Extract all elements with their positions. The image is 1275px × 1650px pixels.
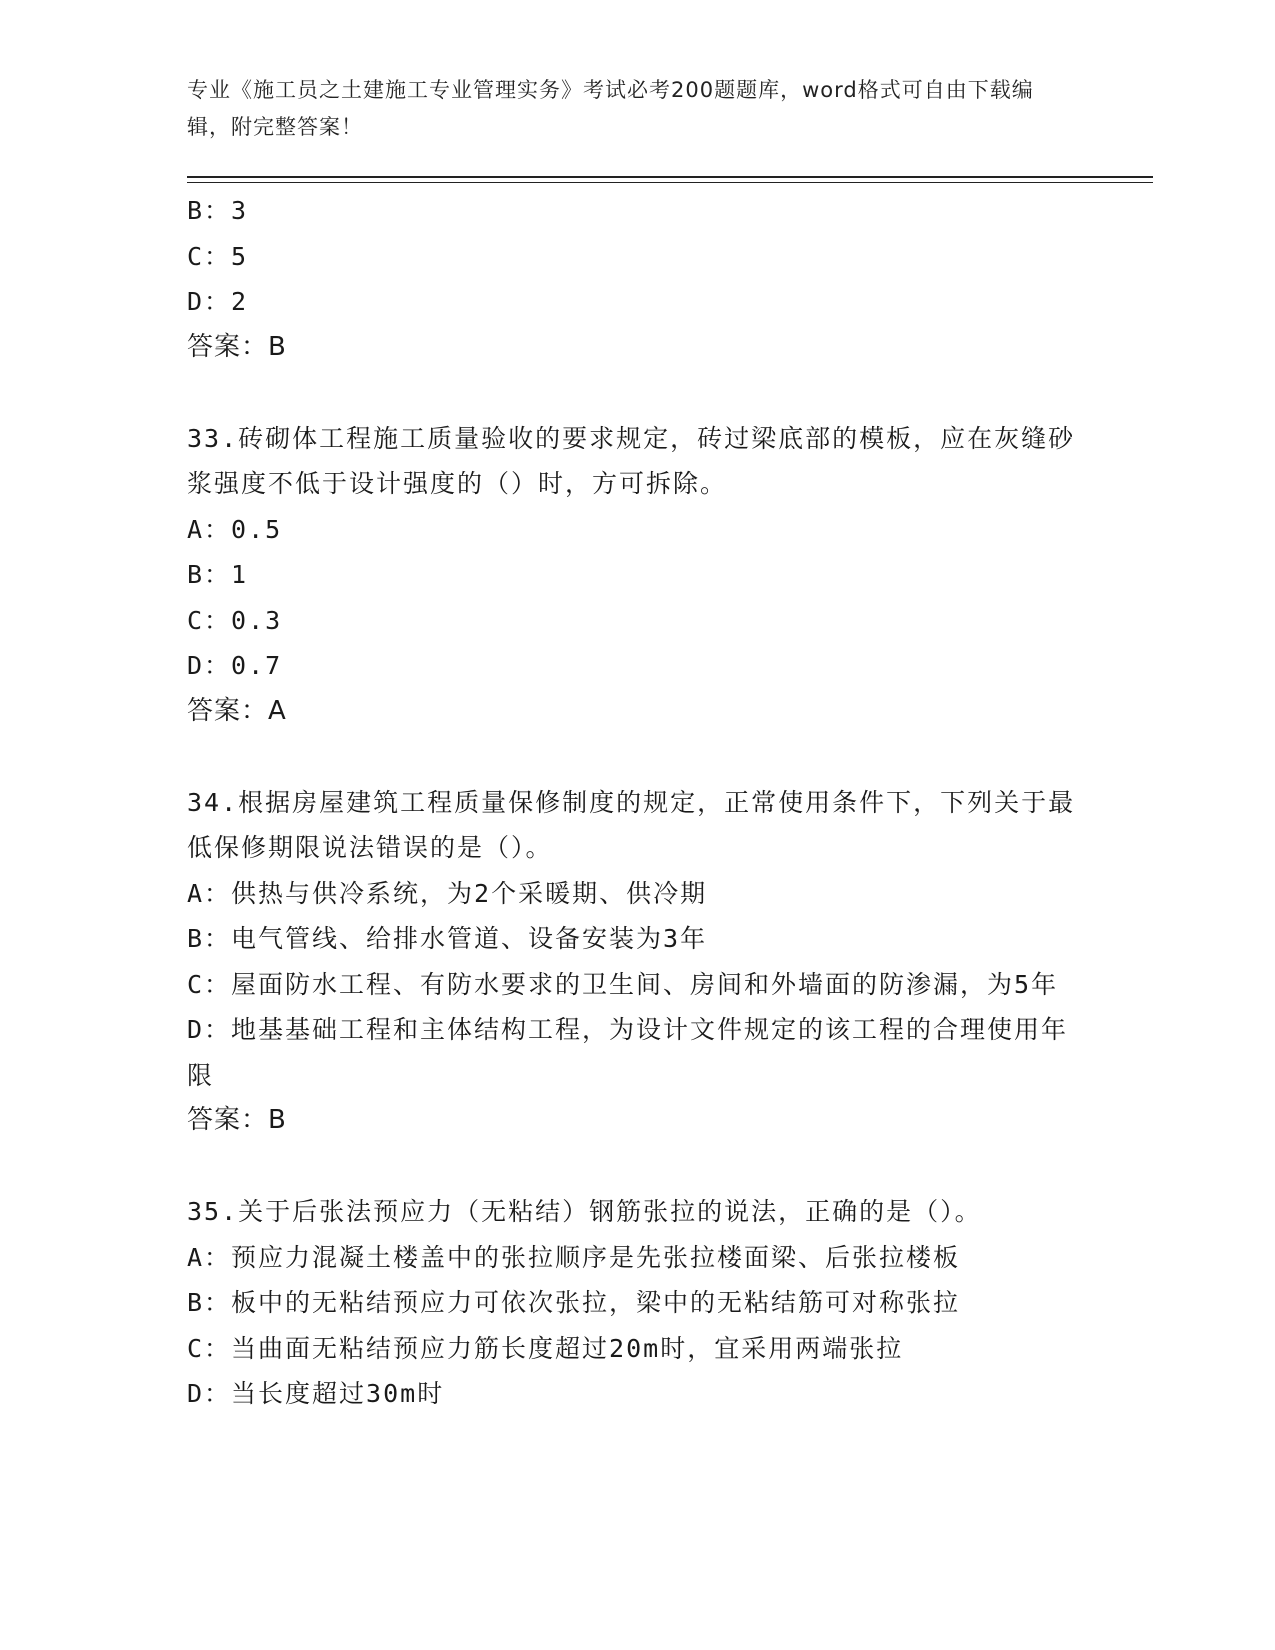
option-d: D：0.7 — [187, 651, 283, 680]
question-33 — [187, 416, 1077, 735]
document-body — [187, 188, 1077, 1417]
option-b: B：3 — [187, 196, 249, 225]
option-c: C：屋面防水工程、有防水要求的卫生间、房间和外墙面的防渗漏，为5年 — [187, 969, 1059, 999]
question-32-continuation — [187, 188, 1077, 370]
question-stem: 35.关于后张法预应力（无粘结）钢筋张拉的说法，正确的是（）。 — [187, 1197, 982, 1226]
option-c: C：0.3 — [187, 605, 283, 635]
option-d: D：地基基础工程和主体结构工程，为设计文件规定的该工程的合理使用年限 — [187, 1015, 1069, 1090]
document-header: 专业《施工员之土建施工专业管理实务》考试必考200题题库，word格式可自由下载编辑，附完整答案！ — [187, 78, 1034, 139]
option-b: B：板中的无粘结预应力可依次张拉，梁中的无粘结筋可对称张拉 — [187, 1288, 961, 1317]
answer-line: 答案：A — [187, 695, 287, 726]
option-a: A：预应力混凝土楼盖中的张拉顺序是先张拉楼面梁、后张拉楼板 — [187, 1242, 961, 1272]
option-b: B：电气管线、给排水管道、设备安装为3年 — [187, 924, 708, 953]
answer-line: 答案：B — [187, 1105, 287, 1135]
question-stem: 33.砖砌体工程施工质量验收的要求规定，砖过梁底部的模板，应在灰缝砂浆强度不低于设计强度的（）时，方可拆除。 — [187, 423, 1076, 498]
header-divider-thick — [187, 176, 1153, 178]
option-d: D：当长度超过30m时 — [187, 1379, 445, 1408]
question-34 — [187, 780, 1077, 1144]
question-stem: 34.根据房屋建筑工程质量保修制度的规定，正常使用条件下，下列关于最低保修期限说法错误的是（）。 — [187, 787, 1076, 862]
option-a: A：供热与供冷系统，为2个采暖期、供冷期 — [187, 878, 708, 908]
answer-line: 答案：B — [187, 331, 287, 362]
option-b: B：1 — [187, 560, 249, 589]
option-d: D：2 — [187, 287, 249, 316]
option-c: C：当曲面无粘结预应力筋长度超过20m时，宜采用两端张拉 — [187, 1333, 904, 1363]
question-35 — [187, 1189, 1077, 1417]
option-c: C：5 — [187, 241, 249, 271]
header-divider-thin — [187, 182, 1153, 183]
option-a: A：0.5 — [187, 514, 283, 544]
